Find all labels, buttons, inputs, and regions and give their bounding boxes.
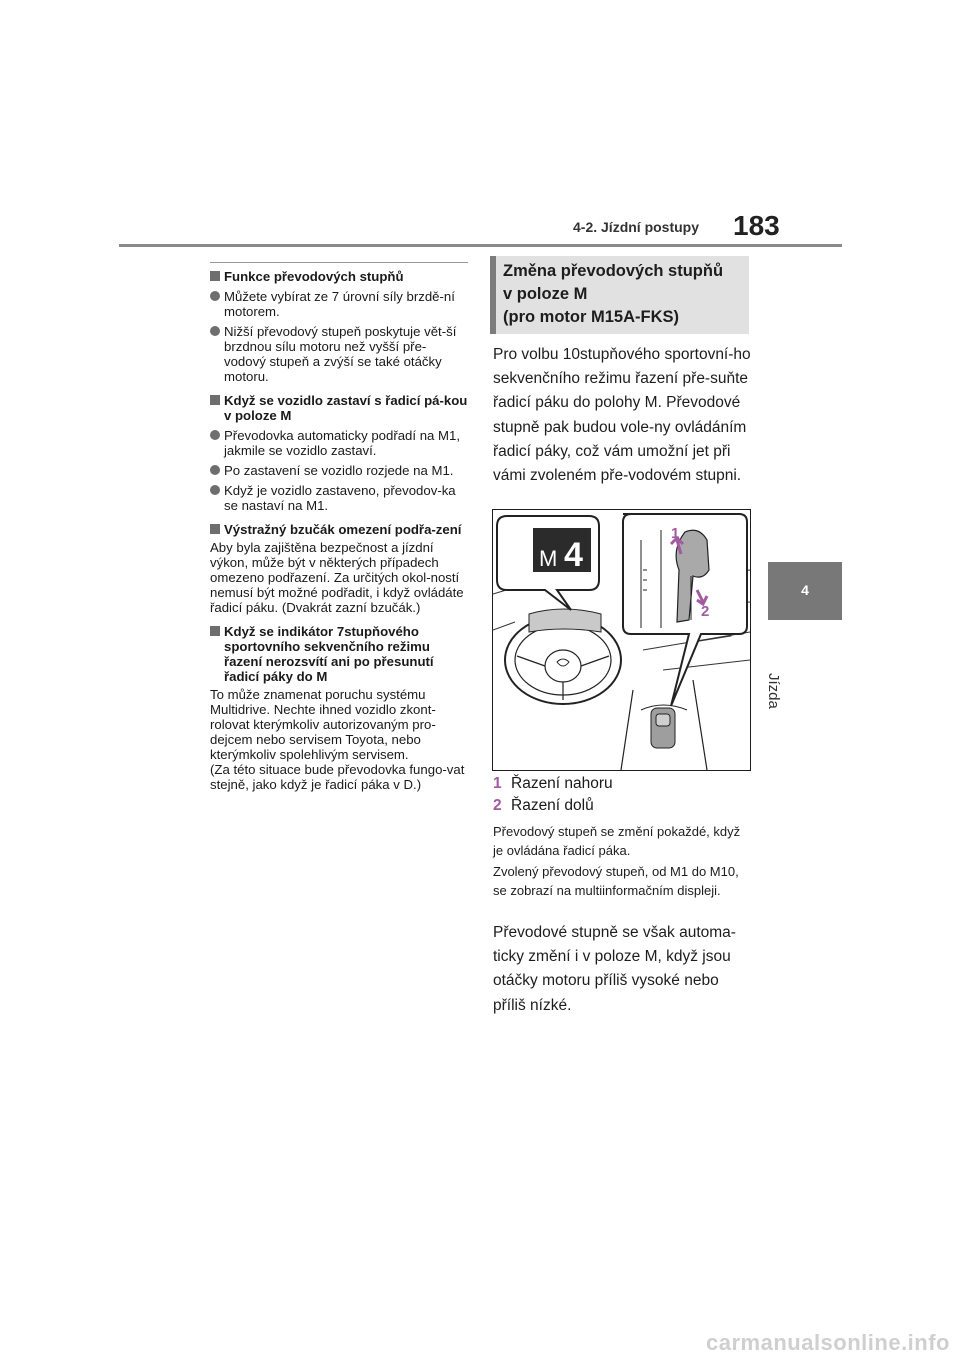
square-bullet-icon bbox=[210, 271, 220, 281]
dot-bullet-icon bbox=[210, 326, 220, 336]
square-bullet-icon bbox=[210, 395, 220, 405]
column-top-rule bbox=[210, 262, 468, 263]
paragraph: To může znamenat poruchu systému Multidrive. Nechte ihned vozidlo zkont-rolovat kterýmkoliv autorizovaným pro-dejcem nebo servisem Toyota, nebo kterýmkoliv spolehlivým servisem. bbox=[210, 687, 436, 762]
outro-paragraph: Převodové stupně se však automa-ticky změní i v poloze M, když jsou otáčky motoru příliš vysoké nebo příliš nízké. bbox=[493, 924, 736, 1014]
bullet-item: Můžete vybírat ze 7 úrovní síly brzdě-ní motorem. bbox=[210, 289, 468, 319]
left-column bbox=[210, 262, 468, 792]
square-bullet-icon bbox=[210, 524, 220, 534]
bullet-item: Převodovka automaticky podřadí na M1, jakmile se vozidlo zastaví. bbox=[210, 428, 468, 458]
section-title-box bbox=[490, 256, 749, 334]
subheading: Když se vozidlo zastaví s řadicí pá-kou v poloze M bbox=[210, 393, 468, 423]
square-bullet-icon bbox=[210, 626, 220, 636]
callout-1: 1 bbox=[671, 525, 680, 542]
section-title: Změna převodových stupňů v poloze M (pro motor M15A-FKS) bbox=[503, 262, 724, 326]
note-paragraph: Převodový stupeň se změní pokaždé, když je ovládána řadicí páka. bbox=[493, 824, 741, 858]
chapter-label-text: Jízda bbox=[765, 673, 782, 709]
dot-bullet-icon bbox=[210, 485, 220, 495]
callout-2: 2 bbox=[701, 603, 710, 620]
header-rule bbox=[119, 244, 842, 247]
note-paragraph: Zvolený převodový stupeň, od M1 do M10, se zobrazí na multiinformačním displeji. bbox=[493, 864, 739, 898]
bullet-item: Po zastavení se vozidlo rozjede na M1. bbox=[210, 463, 468, 478]
paragraph: (Za této situace bude převodovka fungo-vat stejně, jako když je řadicí páka v D.) bbox=[210, 762, 465, 792]
dot-bullet-icon bbox=[210, 291, 220, 301]
subheading: Funkce převodových stupňů bbox=[210, 269, 468, 284]
chapter-label bbox=[765, 635, 798, 709]
intro-paragraph: Pro volbu 10stupňového sportovní-ho sekvenčního režimu řazení pře-suňte řadicí páku do polohy M. Převodové stupně pak budou vole-ny ovládáním řadicí páky, což vám umožní jet při vámi zvoleném pře-vodovém stupni. bbox=[493, 346, 751, 485]
display-digit: 4 bbox=[564, 536, 583, 574]
illustration-legend bbox=[493, 773, 613, 817]
subheading: Když se indikátor 7stupňového sportovního sekvenčního režimu řazení nerozsvítí ani po přesunutí řadicí páky do M bbox=[210, 624, 468, 684]
watermark: carmanualsonline.info bbox=[706, 1330, 950, 1355]
section-title-bar bbox=[490, 256, 496, 334]
subheading: Výstražný bzučák omezení podřa-zení bbox=[210, 522, 468, 537]
bullet-item: Když je vozidlo zastaveno, převodov-ka se nastaví na M1. bbox=[210, 483, 468, 513]
paragraph: Aby byla zajištěna bezpečnost a jízdní výkon, může být v některých případech omezeno podřazení. Za určitých okol-ností nemusí být možné podřadit, i když ovládáte řadicí páku. (Dvakrát zazní bzučák.) bbox=[210, 540, 464, 615]
gear-shift-illustration bbox=[492, 509, 751, 771]
section-heading: 4-2. Jízdní postupy bbox=[573, 219, 700, 235]
legend-item: 2 Řazení dolů bbox=[493, 797, 594, 814]
display-letter: M bbox=[539, 546, 558, 571]
legend-item: 1 Řazení nahoru bbox=[493, 775, 613, 792]
illustration-drawing bbox=[493, 510, 750, 770]
dot-bullet-icon bbox=[210, 430, 220, 440]
bullet-item: Nižší převodový stupeň poskytuje vět-ší brzdnou sílu motoru než vyšší pře-vodový stupeň a zvýší se také otáčky motoru. bbox=[210, 324, 468, 384]
page-number: 183 bbox=[733, 210, 780, 241]
chapter-number: 4 bbox=[801, 582, 809, 598]
dot-bullet-icon bbox=[210, 465, 220, 475]
